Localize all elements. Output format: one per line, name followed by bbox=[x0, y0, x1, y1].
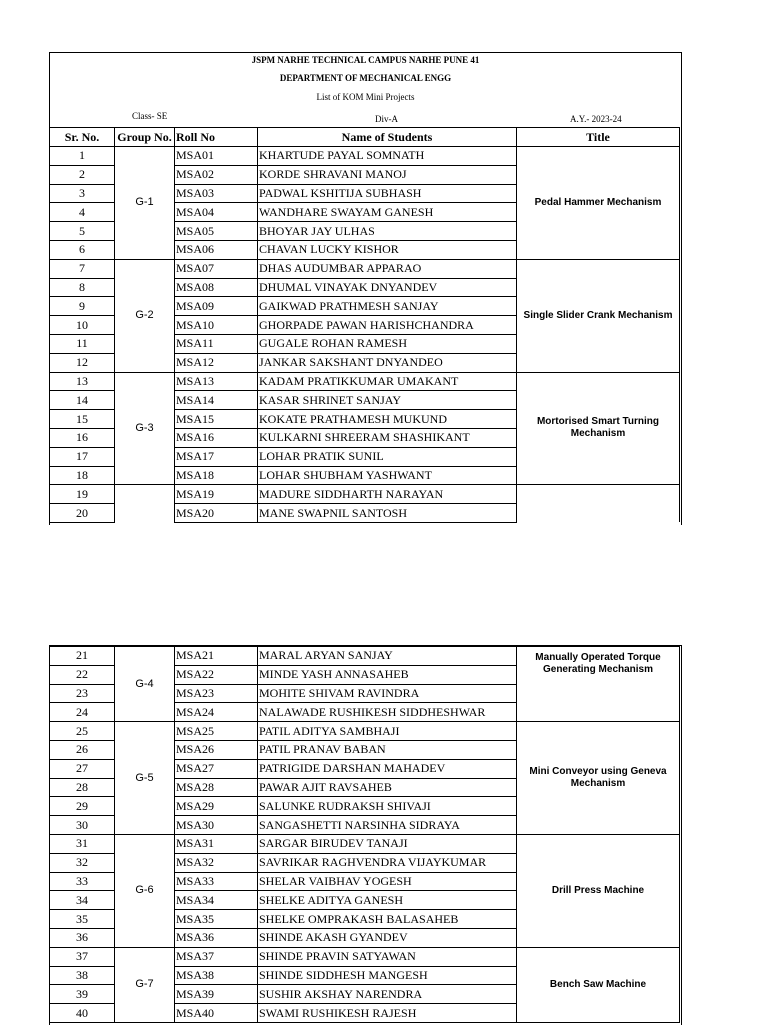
sr-no-cell: 38 bbox=[50, 966, 115, 985]
div-label: Div-A bbox=[375, 114, 398, 124]
student-name-cell: SHELKE ADITYA GANESH bbox=[258, 891, 517, 910]
student-name-cell: SHELKE OMPRAKASH BALASAHEB bbox=[258, 910, 517, 929]
student-name-cell: SALUNKE RUDRAKSH SHIVAJI bbox=[258, 797, 517, 816]
student-name-cell: GUGALE ROHAN RAMESH bbox=[258, 334, 517, 353]
sr-no-cell: 31 bbox=[50, 834, 115, 853]
roll-no-cell: MSA01 bbox=[175, 147, 258, 166]
sr-no-cell: 5 bbox=[50, 222, 115, 241]
sr-no-cell: 13 bbox=[50, 372, 115, 391]
department-title: DEPARTMENT OF MECHANICAL ENGG bbox=[279, 73, 452, 83]
roll-no-cell: MSA30 bbox=[175, 816, 258, 835]
sr-no-cell: 11 bbox=[50, 334, 115, 353]
student-name-cell: SHELAR VAIBHAV YOGESH bbox=[258, 872, 517, 891]
project-title-cell bbox=[517, 485, 680, 523]
sr-no-cell: 36 bbox=[50, 928, 115, 947]
roll-no-cell: MSA11 bbox=[175, 334, 258, 353]
student-name-cell: SUSHIR AKSHAY NARENDRA bbox=[258, 985, 517, 1004]
project-title-cell: Bench Saw Machine bbox=[517, 947, 680, 1022]
table-row bbox=[50, 372, 680, 391]
sr-no-cell: 35 bbox=[50, 910, 115, 929]
roll-no-cell: MSA23 bbox=[175, 684, 258, 703]
group-no-cell: G-1 bbox=[115, 147, 175, 260]
sr-no-cell: 21 bbox=[50, 647, 115, 666]
column-title: Title bbox=[517, 128, 680, 147]
group-no-cell bbox=[115, 485, 175, 523]
roll-no-cell: MSA14 bbox=[175, 391, 258, 410]
table-row bbox=[50, 947, 680, 966]
student-name-cell: MINDE YASH ANNASAHEB bbox=[258, 665, 517, 684]
roll-no-cell: MSA10 bbox=[175, 316, 258, 335]
sr-no-cell: 7 bbox=[50, 259, 115, 278]
sr-no-cell: 2 bbox=[50, 165, 115, 184]
project-table-1 bbox=[49, 127, 680, 523]
group-no-cell: G-7 bbox=[115, 947, 175, 1022]
roll-no-cell: MSA36 bbox=[175, 928, 258, 947]
header-row bbox=[50, 128, 680, 147]
sr-no-cell: 6 bbox=[50, 240, 115, 259]
student-name-cell: MADURE SIDDHARTH NARAYAN bbox=[258, 485, 517, 504]
sr-no-cell: 40 bbox=[50, 1004, 115, 1023]
sr-no-cell: 1 bbox=[50, 147, 115, 166]
class-label: Class- SE bbox=[132, 111, 168, 121]
project-title-cell: Pedal Hammer Mechanism bbox=[517, 147, 680, 260]
roll-no-cell: MSA13 bbox=[175, 372, 258, 391]
sr-no-cell: 33 bbox=[50, 872, 115, 891]
sr-no-cell: 29 bbox=[50, 797, 115, 816]
student-name-cell: PATRIGIDE DARSHAN MAHADEV bbox=[258, 759, 517, 778]
roll-no-cell: MSA38 bbox=[175, 966, 258, 985]
roll-no-cell: MSA18 bbox=[175, 466, 258, 485]
project-title-cell: Mini Conveyor using Geneva Mechanism bbox=[517, 722, 680, 835]
student-name-cell: KASAR SHRINET SANJAY bbox=[258, 391, 517, 410]
student-name-cell: WANDHARE SWAYAM GANESH bbox=[258, 203, 517, 222]
roll-no-cell: MSA24 bbox=[175, 703, 258, 722]
sr-no-cell: 19 bbox=[50, 485, 115, 504]
sr-no-cell: 39 bbox=[50, 985, 115, 1004]
project-table-2 bbox=[49, 646, 680, 1023]
project-title-cell: Manually Operated Torque Generating Mechanism bbox=[517, 647, 680, 722]
student-name-cell: LOHAR PRATIK SUNIL bbox=[258, 447, 517, 466]
student-name-cell: KORDE SHRAVANI MANOJ bbox=[258, 165, 517, 184]
student-name-cell: BHOYAR JAY ULHAS bbox=[258, 222, 517, 241]
sr-no-cell: 28 bbox=[50, 778, 115, 797]
student-name-cell: KHARTUDE PAYAL SOMNATH bbox=[258, 147, 517, 166]
roll-no-cell: MSA22 bbox=[175, 665, 258, 684]
roll-no-cell: MSA02 bbox=[175, 165, 258, 184]
sr-no-cell: 14 bbox=[50, 391, 115, 410]
roll-no-cell: MSA32 bbox=[175, 853, 258, 872]
column-name: Name of Students bbox=[258, 128, 517, 147]
student-name-cell: JANKAR SAKSHANT DNYANDEO bbox=[258, 353, 517, 372]
institute-title: JSPM NARHE TECHNICAL CAMPUS NARHE PUNE 41 bbox=[251, 55, 480, 65]
roll-no-cell: MSA16 bbox=[175, 428, 258, 447]
roll-no-cell: MSA09 bbox=[175, 297, 258, 316]
column-roll-no: Roll No bbox=[175, 128, 258, 147]
sr-no-cell: 20 bbox=[50, 504, 115, 523]
sr-no-cell: 26 bbox=[50, 740, 115, 759]
sr-no-cell: 32 bbox=[50, 853, 115, 872]
student-name-cell: SWAMI RUSHIKESH RAJESH bbox=[258, 1004, 517, 1023]
student-name-cell: NALAWADE RUSHIKESH SIDDHESHWAR bbox=[258, 703, 517, 722]
group-no-cell: G-4 bbox=[115, 647, 175, 722]
student-name-cell: PATIL ADITYA SAMBHAJI bbox=[258, 722, 517, 741]
roll-no-cell: MSA17 bbox=[175, 447, 258, 466]
student-name-cell: GHORPADE PAWAN HARISHCHANDRA bbox=[258, 316, 517, 335]
student-name-cell: KADAM PRATIKKUMAR UMAKANT bbox=[258, 372, 517, 391]
student-name-cell: MANE SWAPNIL SANTOSH bbox=[258, 504, 517, 523]
roll-no-cell: MSA19 bbox=[175, 485, 258, 504]
table-row bbox=[50, 485, 680, 504]
student-name-cell: KULKARNI SHREERAM SHASHIKANT bbox=[258, 428, 517, 447]
table-row bbox=[50, 722, 680, 741]
table-row bbox=[50, 647, 680, 666]
roll-no-cell: MSA04 bbox=[175, 203, 258, 222]
student-name-cell: CHAVAN LUCKY KISHOR bbox=[258, 240, 517, 259]
sr-no-cell: 4 bbox=[50, 203, 115, 222]
sr-no-cell: 18 bbox=[50, 466, 115, 485]
student-name-cell: PADWAL KSHITIJA SUBHASH bbox=[258, 184, 517, 203]
sr-no-cell: 9 bbox=[50, 297, 115, 316]
list-title: List of KOM Mini Projects bbox=[316, 92, 415, 102]
roll-no-cell: MSA15 bbox=[175, 410, 258, 429]
roll-no-cell: MSA06 bbox=[175, 240, 258, 259]
roll-no-cell: MSA29 bbox=[175, 797, 258, 816]
project-title-cell: Mortorised Smart Turning Mechanism bbox=[517, 372, 680, 485]
roll-no-cell: MSA28 bbox=[175, 778, 258, 797]
sr-no-cell: 37 bbox=[50, 947, 115, 966]
project-sheet-part-1 bbox=[49, 52, 682, 525]
student-name-cell: SHINDE AKASH GYANDEV bbox=[258, 928, 517, 947]
roll-no-cell: MSA03 bbox=[175, 184, 258, 203]
roll-no-cell: MSA33 bbox=[175, 872, 258, 891]
roll-no-cell: MSA05 bbox=[175, 222, 258, 241]
roll-no-cell: MSA37 bbox=[175, 947, 258, 966]
sr-no-cell: 8 bbox=[50, 278, 115, 297]
student-name-cell: LOHAR SHUBHAM YASHWANT bbox=[258, 466, 517, 485]
sr-no-cell: 30 bbox=[50, 816, 115, 835]
sr-no-cell: 34 bbox=[50, 891, 115, 910]
sr-no-cell: 16 bbox=[50, 428, 115, 447]
roll-no-cell: MSA07 bbox=[175, 259, 258, 278]
student-name-cell: DHUMAL VINAYAK DNYANDEV bbox=[258, 278, 517, 297]
student-name-cell: SHINDE SIDDHESH MANGESH bbox=[258, 966, 517, 985]
student-name-cell: SANGASHETTI NARSINHA SIDRAYA bbox=[258, 816, 517, 835]
roll-no-cell: MSA34 bbox=[175, 891, 258, 910]
group-no-cell: G-3 bbox=[115, 372, 175, 485]
student-name-cell: GAIKWAD PRATHMESH SANJAY bbox=[258, 297, 517, 316]
sr-no-cell: 27 bbox=[50, 759, 115, 778]
group-no-cell: G-5 bbox=[115, 722, 175, 835]
roll-no-cell: MSA26 bbox=[175, 740, 258, 759]
table-row bbox=[50, 147, 680, 166]
roll-no-cell: MSA27 bbox=[175, 759, 258, 778]
project-title-cell: Drill Press Machine bbox=[517, 834, 680, 947]
student-name-cell: PATIL PRANAV BABAN bbox=[258, 740, 517, 759]
column-group-no: Group No. bbox=[115, 128, 175, 147]
sr-no-cell: 22 bbox=[50, 665, 115, 684]
roll-no-cell: MSA31 bbox=[175, 834, 258, 853]
sr-no-cell: 3 bbox=[50, 184, 115, 203]
sr-no-cell: 24 bbox=[50, 703, 115, 722]
group-no-cell: G-6 bbox=[115, 834, 175, 947]
roll-no-cell: MSA40 bbox=[175, 1004, 258, 1023]
roll-no-cell: MSA35 bbox=[175, 910, 258, 929]
project-title-cell: Single Slider Crank Mechanism bbox=[517, 259, 680, 372]
column-sr-no: Sr. No. bbox=[50, 128, 115, 147]
academic-year-label: A.Y.- 2023-24 bbox=[570, 114, 622, 124]
student-name-cell: PAWAR AJIT RAVSAHEB bbox=[258, 778, 517, 797]
group-no-cell: G-2 bbox=[115, 259, 175, 372]
roll-no-cell: MSA25 bbox=[175, 722, 258, 741]
student-name-cell: MOHITE SHIVAM RAVINDRA bbox=[258, 684, 517, 703]
roll-no-cell: MSA39 bbox=[175, 985, 258, 1004]
student-name-cell: KOKATE PRATHAMESH MUKUND bbox=[258, 410, 517, 429]
roll-no-cell: MSA21 bbox=[175, 647, 258, 666]
student-name-cell: MARAL ARYAN SANJAY bbox=[258, 647, 517, 666]
sr-no-cell: 25 bbox=[50, 722, 115, 741]
table-row bbox=[50, 259, 680, 278]
student-name-cell: DHAS AUDUMBAR APPARAO bbox=[258, 259, 517, 278]
student-name-cell: SARGAR BIRUDEV TANAJI bbox=[258, 834, 517, 853]
project-sheet-part-2 bbox=[49, 645, 682, 1025]
sr-no-cell: 15 bbox=[50, 410, 115, 429]
roll-no-cell: MSA12 bbox=[175, 353, 258, 372]
sr-no-cell: 23 bbox=[50, 684, 115, 703]
student-name-cell: SHINDE PRAVIN SATYAWAN bbox=[258, 947, 517, 966]
sr-no-cell: 17 bbox=[50, 447, 115, 466]
sr-no-cell: 12 bbox=[50, 353, 115, 372]
roll-no-cell: MSA20 bbox=[175, 504, 258, 523]
sr-no-cell: 10 bbox=[50, 316, 115, 335]
table-row bbox=[50, 834, 680, 853]
roll-no-cell: MSA08 bbox=[175, 278, 258, 297]
student-name-cell: SAVRIKAR RAGHVENDRA VIJAYKUMAR bbox=[258, 853, 517, 872]
